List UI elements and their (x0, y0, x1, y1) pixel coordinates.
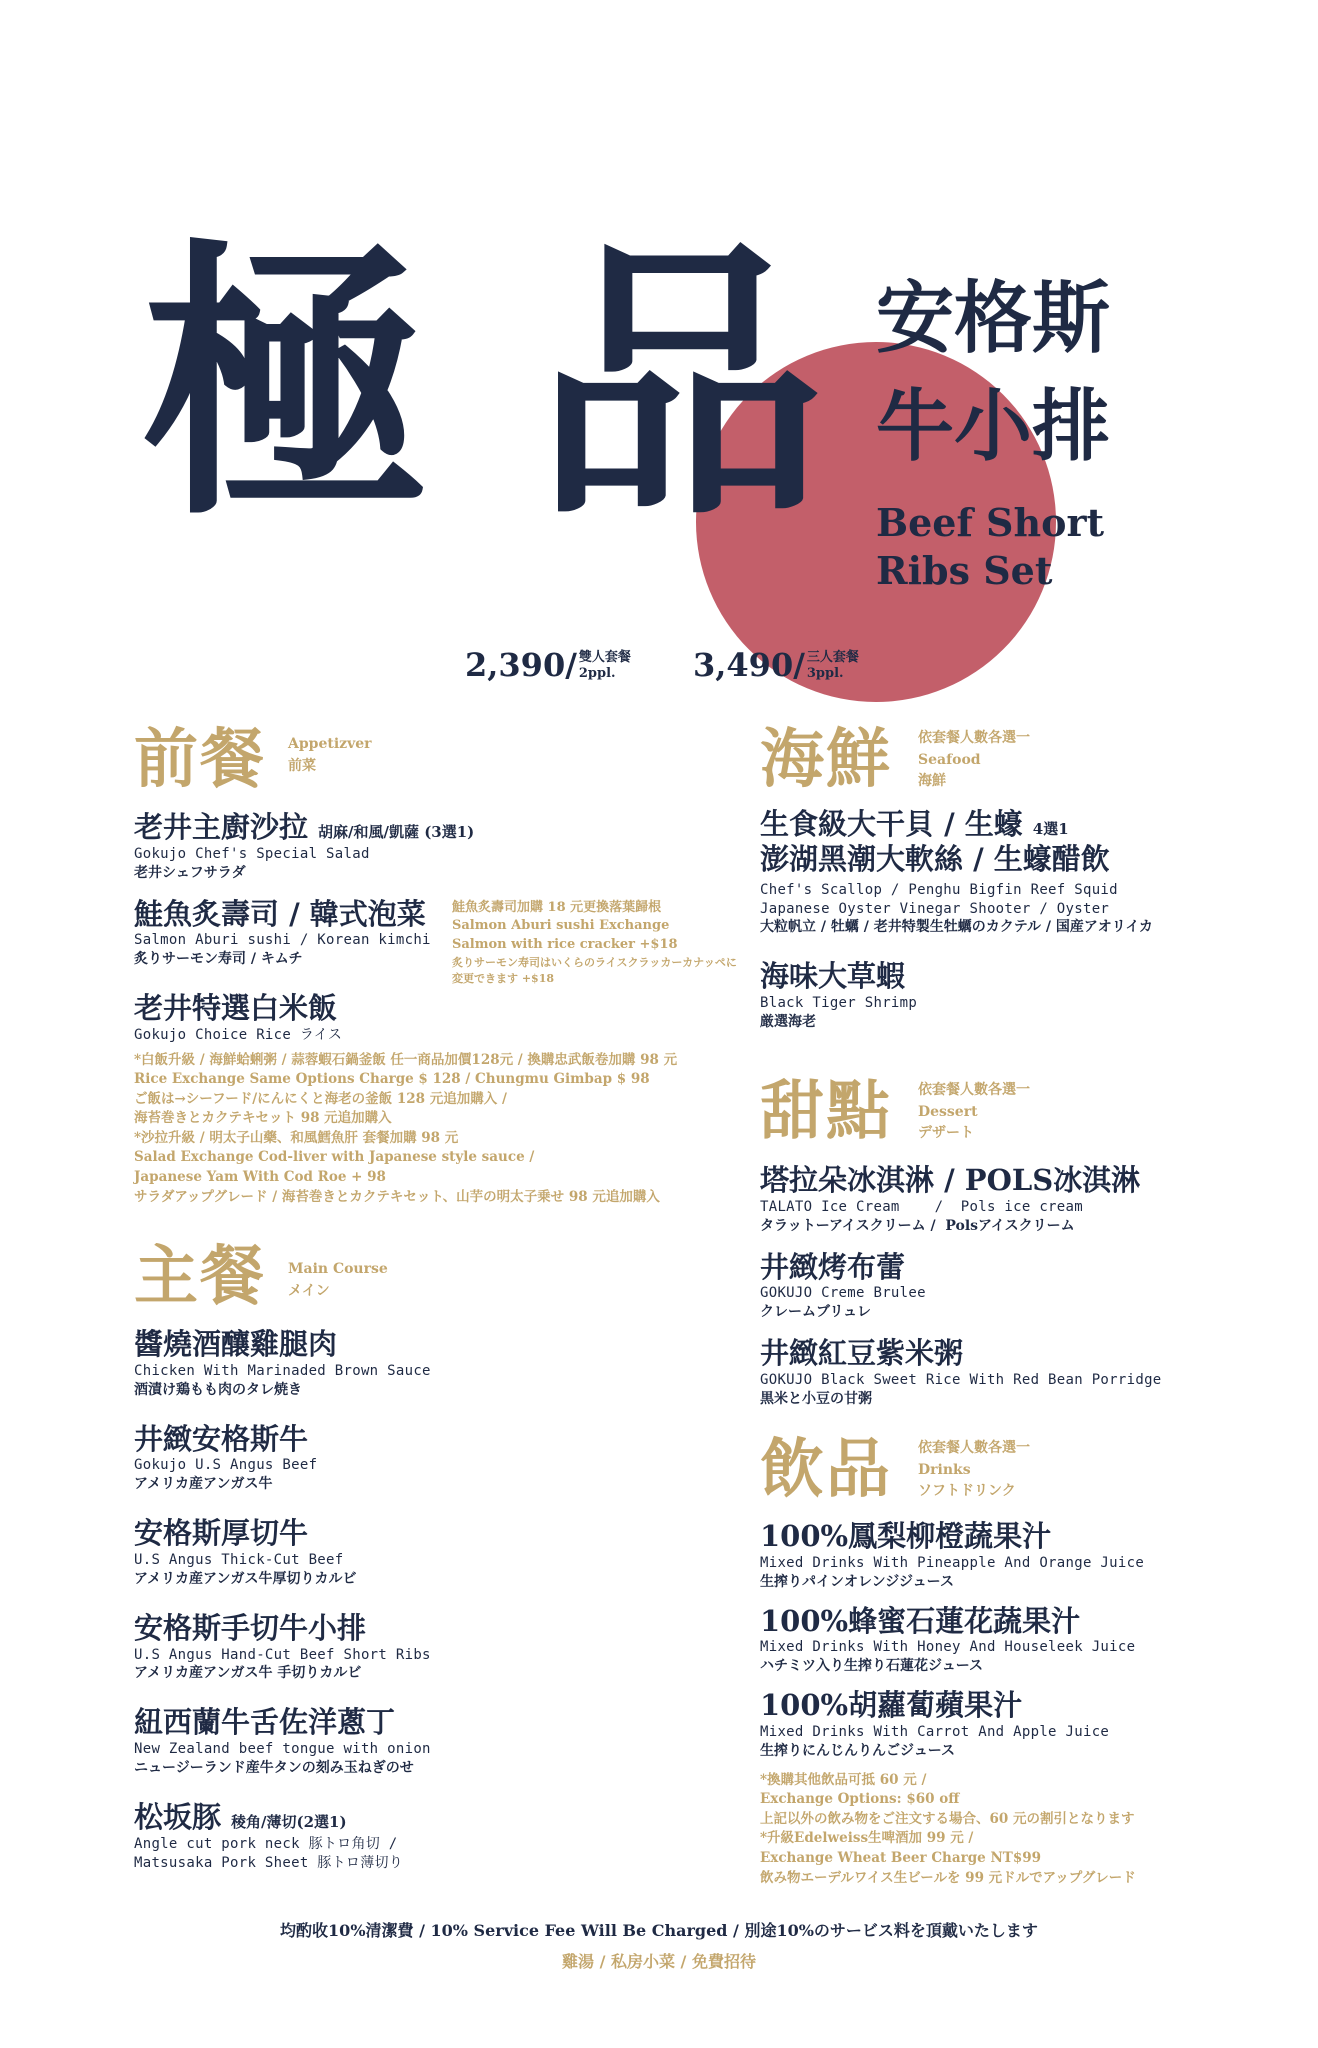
item-english: GOKUJO Black Sweet Rice With Red Bean Porridge (760, 1372, 1162, 1389)
item-name-2: 澎湖黑潮大軟絲 / 生蠔醋飲 (760, 841, 1110, 876)
note-line: *升級Edelweiss生啤酒加 99 元 / (760, 1830, 974, 1847)
price-label-zh: 雙人套餐 (578, 650, 631, 665)
section-subtitle-en: Drinks (918, 1461, 971, 1478)
menu-item (134, 1327, 754, 1400)
side-note-line: Salmon with rice cracker +$18 (452, 937, 678, 953)
section-subtitle-zh: 依套餐人數各選一 (918, 1082, 1030, 1098)
note-line: 海苔巻きとカクテキセット 98 元追加購入 (134, 1110, 392, 1127)
section-subtitle (918, 1438, 1030, 1503)
item-name-text: 松坂豚 (134, 1799, 222, 1834)
item-english: GOKUJO Creme Brulee (760, 1285, 926, 1302)
hero-title-char-1: 極 (140, 215, 430, 555)
note-line: Japanese Yam With Cod Roe + 98 (134, 1169, 386, 1186)
item-japanese: 厳選海老 (760, 1014, 816, 1031)
item-english: Gokujo Chef's Special Salad (134, 845, 370, 862)
section-subtitle-en: Seafood (918, 751, 981, 768)
item-name: 安格斯手切牛小排 (134, 1610, 367, 1645)
section-subtitle-jp: 海鮮 (918, 773, 946, 790)
item-english: U.S Angus Thick-Cut Beef (134, 1551, 344, 1568)
item-japanese: アメリカ産アンガス牛 (134, 1476, 273, 1493)
hero-subtitle-line-2: 牛小排 (876, 381, 1111, 472)
item-name: 紐西蘭牛舌佐洋蔥丁 (134, 1705, 396, 1740)
item-name: 醬燒酒釀雞腿肉 (134, 1327, 338, 1361)
menu-item (760, 1163, 1300, 1236)
item-english: Salmon Aburi sushi / Korean kimchi (134, 932, 431, 949)
item-japanese: 炙りサーモン寿司 / キムチ (134, 951, 303, 968)
side-note-line: Salmon Aburi sushi Exchange (452, 918, 670, 934)
complimentary-note: 雞湯 / 私房小菜 / 免費招待 (562, 1952, 756, 1971)
item-english-2: Matsusaka Pork Sheet 豚トロ薄切り (134, 1854, 404, 1871)
menu-item (134, 991, 754, 1207)
item-english: TALATO Ice Cream / Pols ice cream (760, 1198, 1083, 1215)
section-header (760, 722, 1300, 797)
item-name: 井緻安格斯牛 (134, 1421, 309, 1456)
price-label (807, 650, 859, 683)
item-name: 老井特選白米飯 (134, 990, 338, 1025)
item-japanese: 生搾りパインオレンジジュース (760, 1573, 954, 1590)
item-name: 100%蜂蜜石蓮花蔬果汁 (760, 1603, 1081, 1638)
item-japanese: 大粒帆立 / 牡蠣 / 老井特製生牡蠣のカクテル / 国産アオリイカ (760, 919, 1153, 936)
section-title: 甜點 (760, 1074, 892, 1149)
item-japanese: クレームブリュレ (760, 1304, 872, 1321)
menu-item (134, 810, 754, 883)
item-name: 安格斯厚切牛 (134, 1516, 309, 1551)
menu-item (760, 1250, 1300, 1323)
menu-item (760, 1688, 1300, 1761)
note-line: 飲み物エーデルワイス生ビールを 99 元ドルでアップグレード (760, 1869, 1136, 1886)
item-name: 井緻烤布蕾 (760, 1249, 906, 1284)
item-english: U.S Angus Hand-Cut Beef Short Ribs (134, 1646, 431, 1663)
item-name (134, 1800, 754, 1835)
section-title: 飲品 (760, 1432, 892, 1507)
item-upgrade-notes (134, 1051, 754, 1208)
item-japanese: 酒漬け鶏もも肉のタレ焼き (134, 1381, 302, 1398)
note-line: *白飯升級 / 海鮮蛤蜊粥 / 蒜蓉蝦石鍋釜飯 任一商品加價128元 / 換購忠武飯卷加購 98 元 (134, 1051, 678, 1068)
section-subtitle-en: Appetizver (288, 736, 372, 752)
item-japanese: 生搾りにんじんりんごジュース (760, 1742, 956, 1759)
main-course-section (134, 1239, 754, 1872)
item-side-note (452, 899, 737, 987)
section-subtitle-zh: 依套餐人數各選一 (918, 730, 1030, 746)
menu-item (134, 897, 754, 987)
section-subtitle (288, 1259, 388, 1302)
section-header (760, 1074, 1300, 1149)
section-subtitle-en: Dessert (918, 1103, 978, 1120)
item-english: Chef's Scallop / Penghu Bigfin Reef Squid (760, 881, 1118, 898)
section-subtitle-jp: メイン (288, 1282, 330, 1299)
side-note-line: 鮭魚炙壽司加購 18 元更換落葉歸根 (452, 899, 662, 915)
item-name-text: 生食級大干貝 / 生蠔 (760, 807, 1023, 842)
menu-item (134, 1611, 754, 1684)
hero-english-line-1: Beef Short (876, 500, 1105, 545)
side-note-line: 変更できます +$18 (452, 972, 555, 986)
menu-item (134, 1422, 754, 1495)
drinks-section (760, 1432, 1300, 1888)
menu-item (760, 959, 1300, 1032)
note-line: Rice Exchange Same Options Charge $ 128 / Chungmu Gimbap $ 98 (134, 1071, 650, 1088)
section-title: 主餐 (134, 1239, 266, 1314)
menu-item (134, 1516, 754, 1589)
item-name: 鮭魚炙壽司 / 韓式泡菜 (134, 896, 426, 931)
item-english: Mixed Drinks With Honey And Houseleek Juice (760, 1639, 1136, 1656)
section-subtitle-jp: ソフトドリンク (918, 1483, 1016, 1500)
seafood-section (760, 722, 1300, 1032)
footer (0, 1918, 1318, 1972)
item-english: Gokujo Choice Rice ライス (134, 1026, 343, 1043)
section-subtitle-jp: 前菜 (288, 757, 316, 774)
note-line: Salad Exchange Cod-liver with Japanese style sauce / (134, 1149, 535, 1166)
item-name-text: 老井主廚沙拉 (134, 810, 309, 844)
note-line: ご飯は→シーフード/にんにくと海老の釜飯 128 元追加購入 / (134, 1090, 507, 1107)
item-english: Gokujo U.S Angus Beef (134, 1457, 318, 1474)
item-name (134, 810, 754, 845)
item-name: 100%鳳梨柳橙蔬果汁 (760, 1519, 1052, 1554)
item-name: 100%胡蘿蔔蘋果汁 (760, 1688, 1023, 1723)
section-title: 海鮮 (760, 722, 892, 797)
price-amount: 3,490/ (693, 646, 805, 684)
price-amount: 2,390/ (465, 646, 577, 684)
hero-title-char-2: 品 (535, 215, 825, 555)
price-three-person (693, 646, 859, 684)
item-japanese: アメリカ産アンガス牛 手切りカルビ (134, 1665, 362, 1682)
item-japanese: 黒米と小豆の甘粥 (760, 1390, 872, 1407)
item-english: Angle cut pork neck 豚トロ角切 / (134, 1835, 398, 1852)
note-line: 上記以外の飲み物をご注文する場合、60 元の割引となります (760, 1810, 1135, 1827)
dessert-section (760, 1074, 1300, 1409)
menu-item (760, 1604, 1300, 1677)
item-japanese: 老井シェフサラダ (134, 864, 246, 881)
item-note: 稜角/薄切(2選1) (231, 1812, 347, 1831)
section-subtitle-jp: デザート (918, 1125, 974, 1142)
hero-english-line-2: Ribs Set (876, 548, 1053, 593)
price-label-en: 3ppl. (806, 666, 844, 682)
section-title: 前餐 (134, 722, 266, 797)
appetizer-section (134, 722, 754, 1207)
menu-item (134, 1800, 754, 1873)
price-label (579, 650, 631, 683)
menu-item (134, 1705, 754, 1778)
item-name (760, 807, 1300, 842)
item-english: Mixed Drinks With Pineapple And Orange Juice (760, 1554, 1145, 1571)
note-line: *沙拉升級 / 明太子山藥、和風鱈魚肝 套餐加購 98 元 (134, 1129, 459, 1146)
note-line: サラダアップグレード / 海苔巻きとカクテキセット、山芋の明太子乗せ 98 元追加購入 (134, 1188, 660, 1205)
section-subtitle-en: Main Course (288, 1261, 388, 1277)
note-line: *換購其他飲品可抵 60 元 / (760, 1771, 927, 1788)
section-header (760, 1432, 1300, 1507)
menu-item (760, 1519, 1300, 1592)
item-name: 海味大草蝦 (760, 959, 906, 994)
item-english: Mixed Drinks With Carrot And Apple Juice (760, 1724, 1110, 1741)
price-label-en: 2ppl. (578, 666, 616, 682)
item-english: Black Tiger Shrimp (760, 995, 918, 1012)
item-name: 塔拉朵冰淇淋 / POLS冰淇淋 (760, 1163, 1141, 1198)
menu-item (760, 1336, 1300, 1409)
side-note-line: 炙りサーモン寿司はいくらのライスクラッカーカナッペに (452, 956, 737, 970)
note-line: Exchange Options: $60 off (760, 1791, 960, 1808)
price-label-zh: 三人套餐 (806, 650, 859, 665)
drinks-notes (760, 1771, 1300, 1888)
item-english: New Zealand beef tongue with onion (134, 1741, 431, 1758)
section-subtitle-zh: 依套餐人數各選一 (918, 1440, 1030, 1456)
item-english: Chicken With Marinaded Brown Sauce (134, 1362, 431, 1379)
item-japanese: タラットーアイスクリーム / Polsアイスクリーム (760, 1217, 1075, 1234)
item-japanese: ハチミツ入り生搾り石蓮花ジュース (760, 1658, 984, 1675)
note-line: Exchange Wheat Beer Charge NT$99 (760, 1850, 1042, 1867)
hero-subtitle-line-1: 安格斯 (876, 273, 1111, 364)
item-note: 4選1 (1032, 820, 1069, 839)
section-subtitle (918, 728, 1030, 793)
menu-item (760, 807, 1300, 937)
price-two-person (465, 646, 631, 684)
item-name: 井緻紅豆紫米粥 (760, 1336, 964, 1371)
item-japanese: ニュージーランド産牛タンの刻み玉ねぎのせ (134, 1760, 414, 1776)
item-japanese: アメリカ産アンガス牛厚切りカルビ (134, 1570, 357, 1587)
item-note: 胡麻/和風/凱薩 (3選1) (318, 823, 475, 841)
section-subtitle (288, 734, 372, 777)
section-header (134, 722, 754, 797)
item-english-2: Japanese Oyster Vinegar Shooter / Oyster (760, 900, 1110, 917)
service-fee-note: 均酌收10%清潔費 / 10% Service Fee Will Be Charged / 別途10%のサービス料を頂戴いたします (280, 1921, 1038, 1940)
section-subtitle (918, 1080, 1030, 1145)
section-header (134, 1239, 754, 1314)
